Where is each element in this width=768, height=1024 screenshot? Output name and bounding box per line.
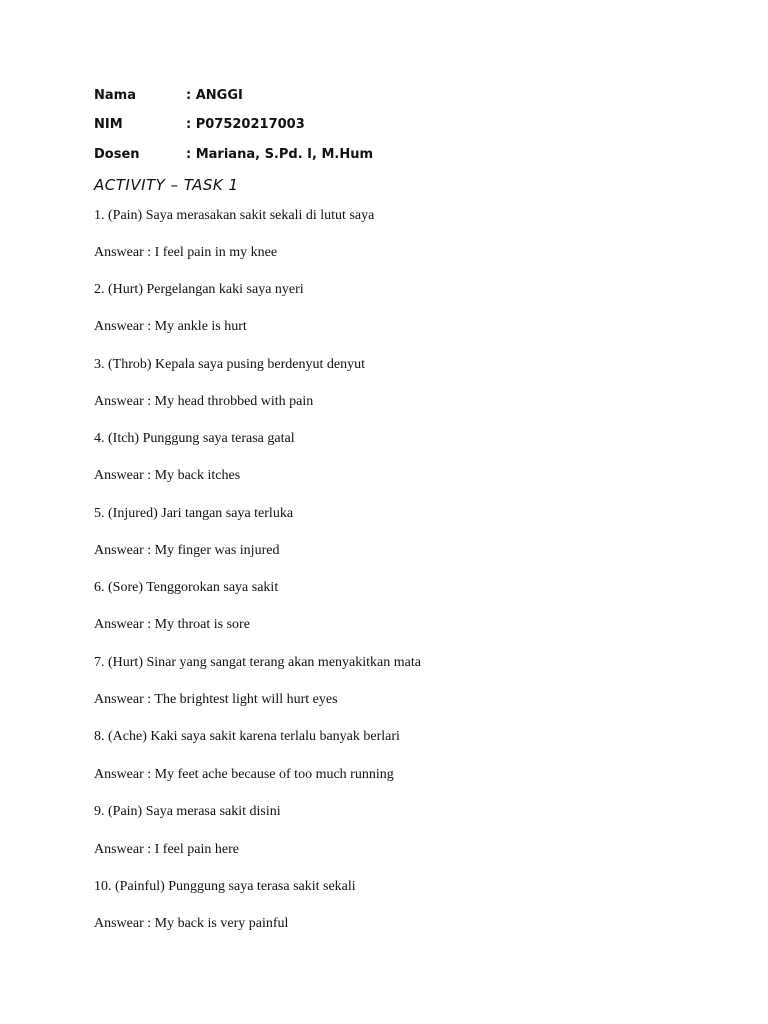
- answer-4: Answear : My back itches: [94, 468, 241, 483]
- question-1: 1. (Pain) Saya merasakan sakit sekali di lutut saya: [94, 208, 375, 223]
- question-2: 2. (Hurt) Pergelangan kaki saya nyeri: [94, 282, 304, 297]
- answer-9: Answear : I feel pain here: [94, 842, 239, 857]
- answer-6: Answear : My throat is sore: [94, 617, 250, 632]
- header-label: Dosen: [94, 147, 140, 162]
- header-value: : Mariana, S.Pd. I, M.Hum: [186, 147, 374, 162]
- answer-8: Answear : My feet ache because of too much running: [94, 767, 394, 782]
- question-6: 6. (Sore) Tenggorokan saya sakit: [94, 580, 279, 595]
- answer-7: Answear : The brightest light will hurt eyes: [94, 692, 338, 707]
- question-9: 9. (Pain) Saya merasa sakit disini: [94, 804, 281, 819]
- question-7: 7. (Hurt) Sinar yang sangat terang akan menyakitkan mata: [94, 655, 421, 670]
- answer-5: Answear : My finger was injured: [94, 543, 280, 558]
- question-5: 5. (Injured) Jari tangan saya terluka: [94, 506, 294, 521]
- header-label: Nama: [94, 88, 136, 103]
- question-4: 4. (Itch) Punggung saya terasa gatal: [94, 431, 295, 446]
- question-8: 8. (Ache) Kaki saya sakit karena terlalu banyak berlari: [94, 729, 400, 744]
- header-value: : P07520217003: [186, 117, 305, 132]
- activity-title: ACTIVITY – TASK 1: [94, 176, 239, 194]
- answer-10: Answear : My back is very painful: [94, 916, 289, 931]
- answer-1: Answear : I feel pain in my knee: [94, 245, 278, 260]
- header-label: NIM: [94, 117, 123, 132]
- question-10: 10. (Painful) Punggung saya terasa sakit sekali: [94, 879, 356, 894]
- answer-3: Answear : My head throbbed with pain: [94, 394, 314, 409]
- header-row-nama: [94, 88, 243, 103]
- header-row-dosen: [94, 147, 373, 162]
- header-row-nim: [94, 117, 305, 132]
- question-3: 3. (Throb) Kepala saya pusing berdenyut denyut: [94, 357, 365, 372]
- header-value: : ANGGI: [186, 88, 243, 103]
- answer-2: Answear : My ankle is hurt: [94, 319, 247, 334]
